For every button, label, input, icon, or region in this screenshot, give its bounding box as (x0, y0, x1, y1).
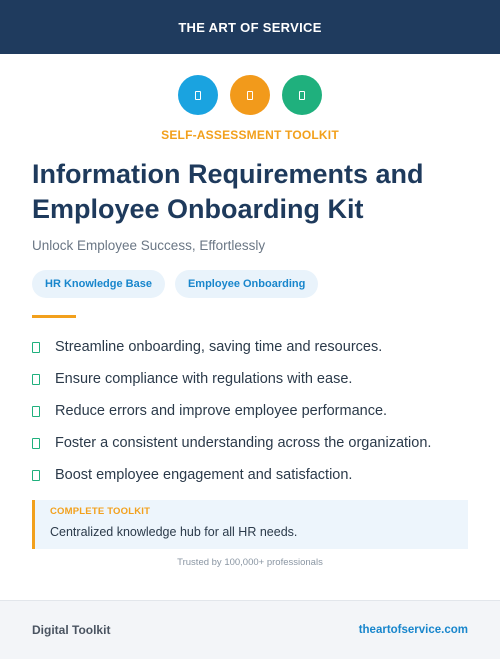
footer-label: Digital Toolkit (32, 623, 111, 637)
tag-hr-knowledge-base[interactable]: HR Knowledge Base (32, 270, 165, 298)
list-item-text: Ensure compliance with regulations with ease. (55, 371, 353, 387)
blue-badge-icon (178, 75, 218, 115)
check-icon (32, 470, 40, 481)
top-banner (0, 0, 500, 54)
check-icon (32, 374, 40, 385)
website-link[interactable]: theartofservice.com (358, 624, 468, 636)
callout-label: COMPLETE TOOLKIT (50, 506, 151, 517)
list-item (32, 363, 472, 395)
check-icon (32, 342, 40, 353)
benefit-list (32, 331, 472, 491)
toolkit-callout (32, 500, 468, 549)
footer-bar (0, 600, 500, 659)
accent-divider (32, 315, 76, 318)
list-item (32, 395, 472, 427)
tag-employee-onboarding[interactable]: Employee Onboarding (175, 270, 318, 298)
check-icon (32, 406, 40, 417)
document-icon (299, 91, 305, 100)
list-item-text: Reduce errors and improve employee performance. (55, 403, 388, 419)
list-item-text: Streamline onboarding, saving time and resources. (55, 339, 383, 355)
page-subtitle: Unlock Employee Success, Effortlessly (32, 238, 266, 253)
icon-row (0, 75, 500, 115)
brand-title: THE ART OF SERVICE (178, 19, 322, 35)
list-item-text: Foster a consistent understanding across the organization. (55, 435, 432, 451)
list-item (32, 331, 472, 363)
check-icon (32, 438, 40, 449)
trust-note: Trusted by 100,000+ professionals (177, 557, 323, 568)
list-item (32, 459, 472, 491)
list-item-text: Boost employee engagement and satisfaction. (55, 467, 353, 483)
document-icon (247, 91, 253, 100)
tag-list (32, 270, 318, 298)
callout-text: Centralized knowledge hub for all HR needs. (50, 525, 298, 539)
document-icon (195, 91, 201, 100)
green-badge-icon (282, 75, 322, 115)
list-item (32, 427, 472, 459)
orange-badge-icon (230, 75, 270, 115)
kicker-label: SELF-ASSESSMENT TOOLKIT (161, 128, 339, 142)
page-title: Information Requirements and Employee Onboarding Kit (32, 159, 424, 224)
